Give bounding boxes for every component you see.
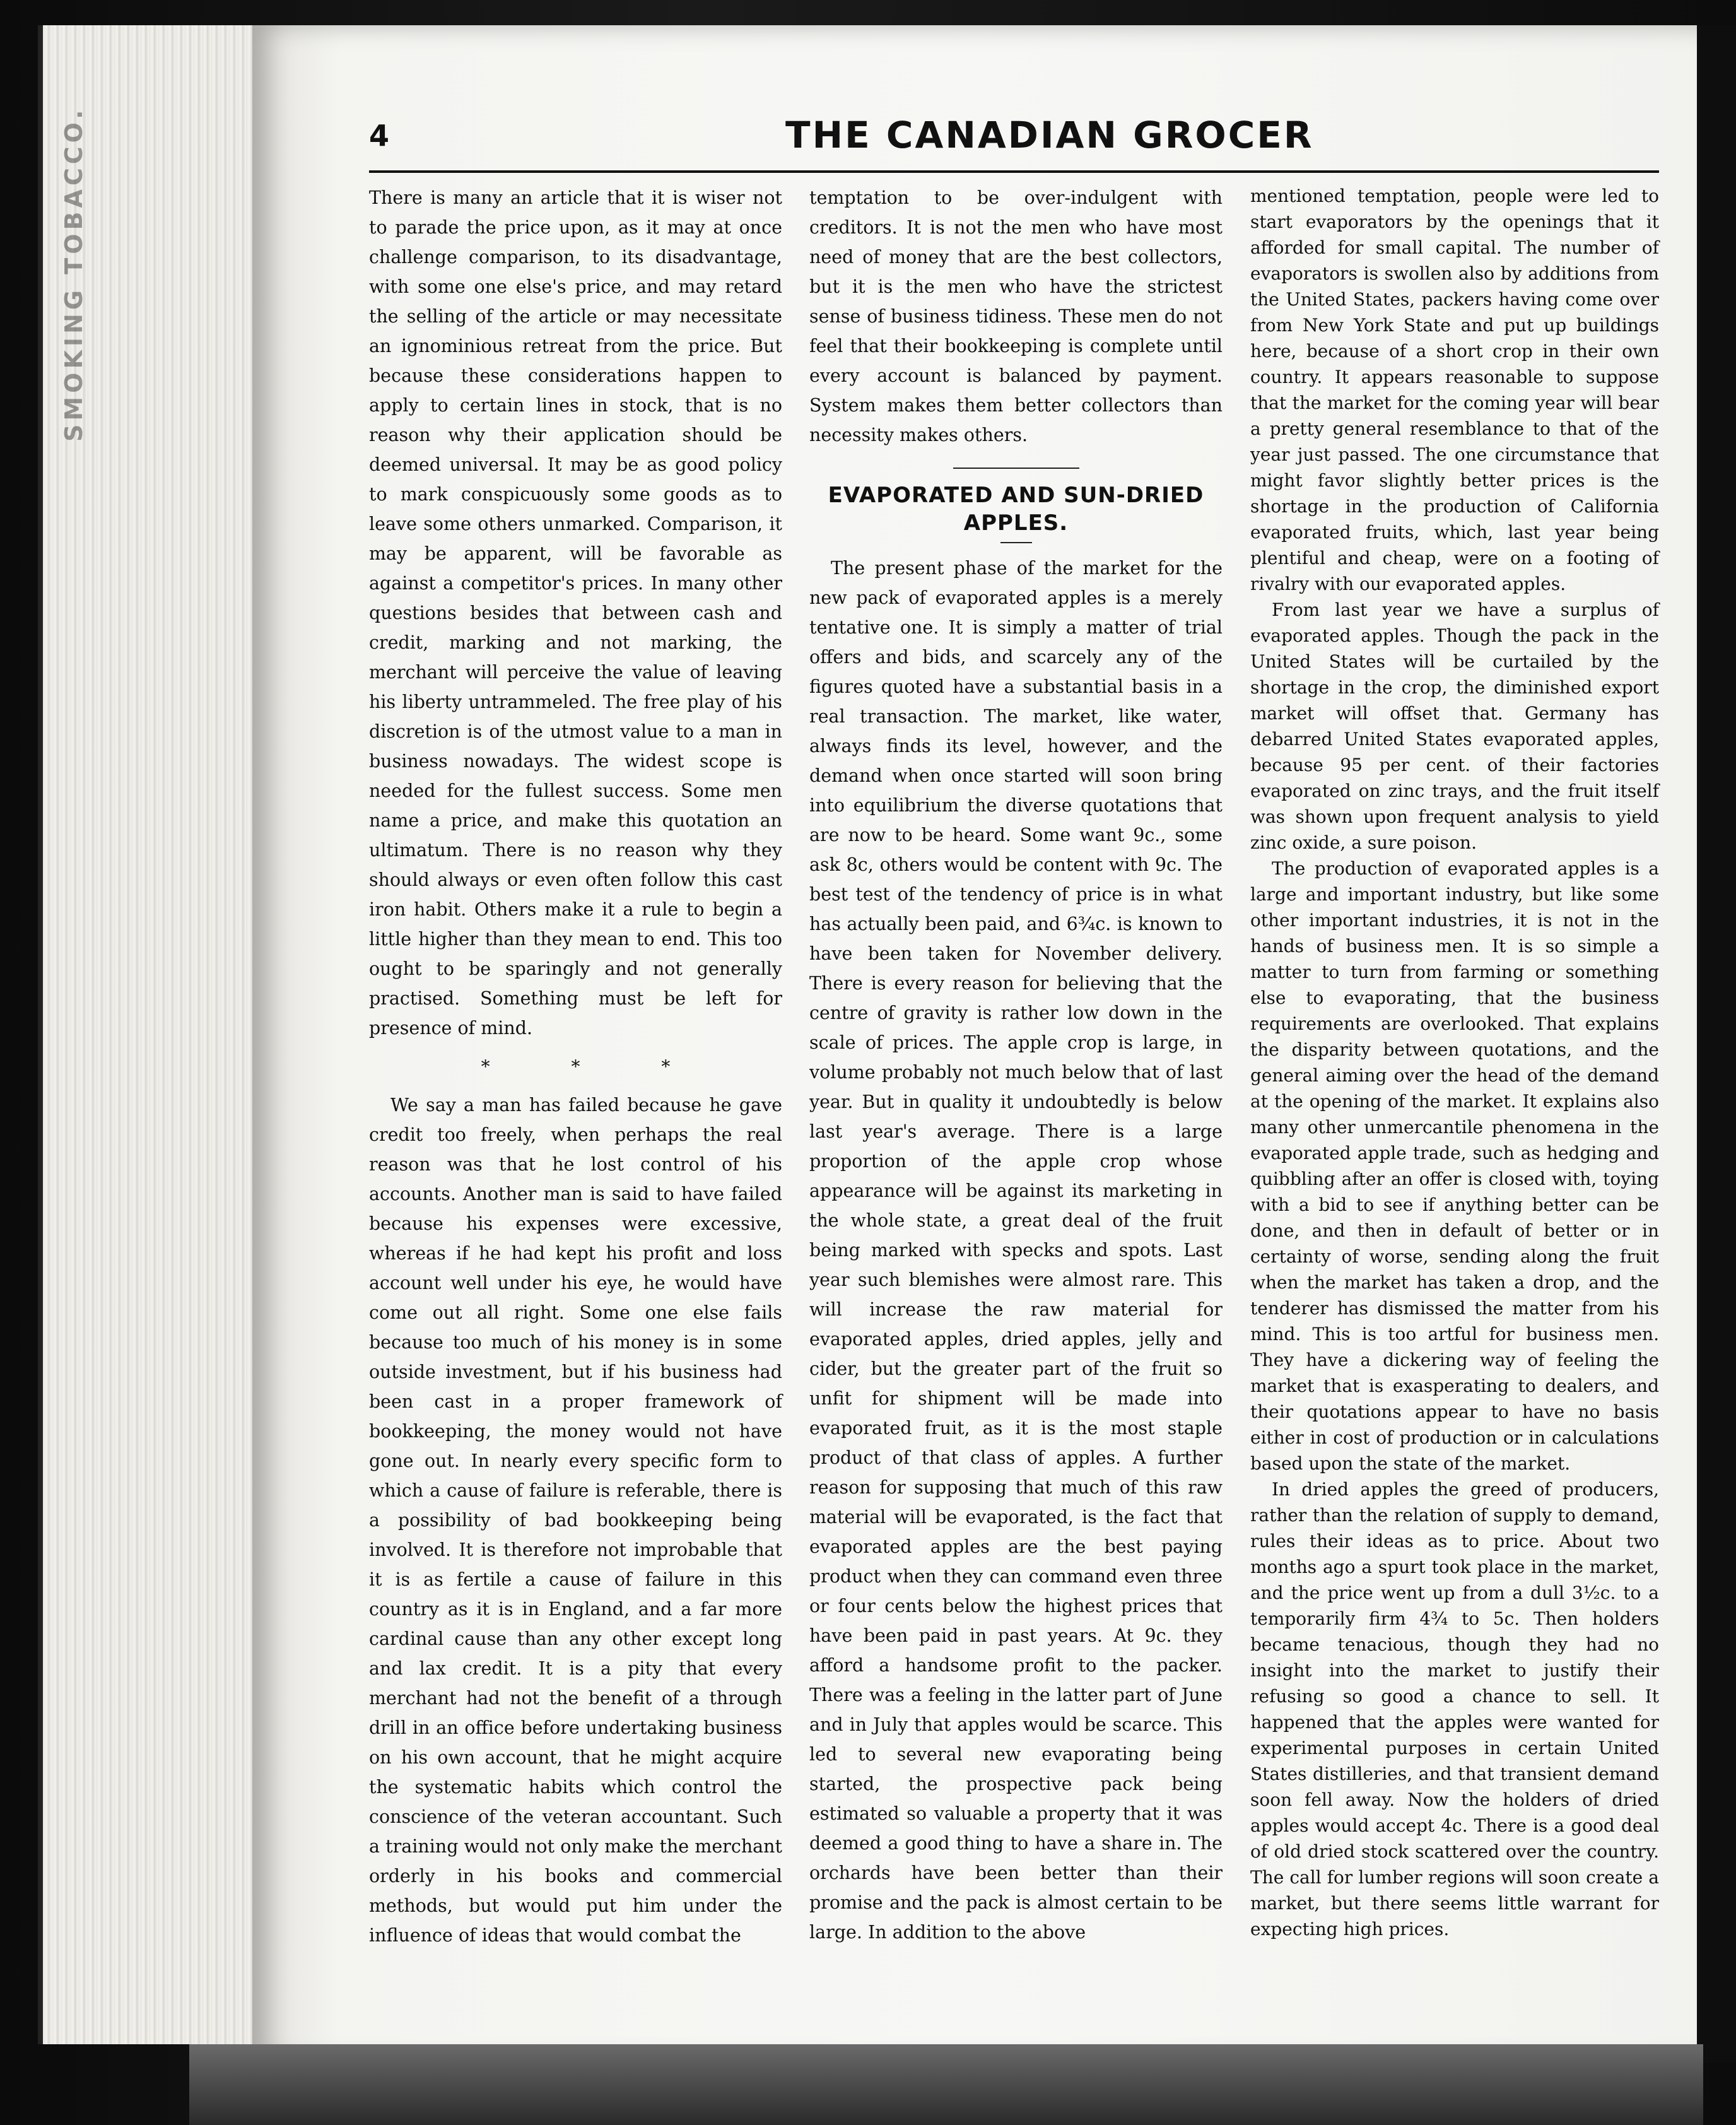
paragraph-dried-apples: In dried apples the greed of producers, rather than the relation of supply to demand, rules their ideas as to price. About two months ago a spurt took place in the market, and the price went up from a dull 3½c. to a temporarily firm 4¾ to 5c. Then holders became tenacious, though they had no insight into the market to justify their refusing so good a chance to sell. It happened that the apples were wanted for experimental purposes in certain United States distilleries, and that transient demand soon fell away. Now the holders of dried apples would accept 4c. There is a good deal of old dried stock scattered over the country. The call for lumber regions will soon create a market, but there seems little warrant for expecting high prices. [1250, 1479, 1659, 1940]
paragraph-pricing: There is many an article that it is wiser not to parade the price upon, as it may at once challenge comparison, to its disadvantage, with some one else's price, and may retard the selling of the article or may necessitate an ignominious retreat from the price. But because these considerations happen to apply to certain lines in stock, that is no reason why their application should be deemed universal. It may be as good policy to mark conspicuously some goods as to leave some others unmarked. Comparison, it may be apparent, will be favorable as against a competitor's prices. In many other questions besides that between cash and credit, marking and not marking, the merchant will perceive the value of leaving his liberty untrammeled. The free play of his discretion is of the utmost value to a man in business nowadays. The widest scope is needed for the fullest success. Some men name a price, and make this quotation an ultimatum. There is no reason why they should always or even often follow this cast iron habit. Others make it a rule to begin a little higher than they mean to end. This too ought to be sparingly and not generally practised. Something must be left for presence of mind. [369, 187, 782, 1039]
column-1 [369, 183, 782, 1987]
paragraph-surplus: From last year we have a surplus of evaporated apples. Though the pack in the United States will be curtailed by the shortage in the crop, the diminished export market will offset that. Germany has debarred United States evaporated apples, because 95 per cent. of their factories evaporated on zinc trays, and the fruit itself was shown upon frequent analysis to yield zinc oxide, a sure poison. [1250, 599, 1659, 853]
masthead-title: THE CANADIAN GROCER [785, 114, 1314, 156]
paragraph-collectors: temptation to be over-indulgent with creditors. It is not the men who have most need of money that are the best collectors, but it is the men who have the strictest sense of business tidiness. These men do not feel that their bookkeeping is complete until every account is balanced by payment. System makes them better collectors than necessity makes others. [809, 187, 1223, 445]
article-divider [953, 468, 1079, 469]
header-rule [369, 170, 1659, 173]
column-3 [1250, 183, 1659, 1987]
column-2 [809, 183, 1223, 1987]
heading-underline [1000, 542, 1032, 543]
paragraph-industry: The production of evaporated apples is a large and important industry, but like some other important industries, it is not in the hands of business men. It is so simple a matter to turn from farming or something else to evaporating, that the business requirements are overlooked. That explains the disparity between quotations, and the general aiming over the head of the demand at the opening of the market. It explains also many other unmercantile phenomena in the evaporated apple trade, such as hedging and quibbling after an offer is closed with, toying with a bid to see if anything better can be done, and then in default of better or in certainty of worse, sending along the fruit when the market has taken a drop, and the tenderer has dismissed the matter from his mind. This is too artful for business men. They have a dickering way of feeling the market that is exasperating to dealers, and their quotations appear to have no basis either in cost of production or in calculations based upon the state of the market. [1250, 858, 1659, 1474]
paragraph-apples-market: The present phase of the market for the new pack of evaporated apples is a merely tentative one. It is simply a matter of trial offers and bids, and scarcely any of the figures quoted have a substantial basis in a real transaction. The market, like water, always finds its level, however, and the demand when once started will soon bring into equilibrium the diverse quotations that are now to be heard. Some want 9c., some ask 8c, others would be content with 9c. The best test of the tendency of price is in what has actually been paid, and 6¾c. is known to have been taken for November delivery. There is every reason for believing that the centre of gravity is rather low down in the scale of prices. The apple crop is large, in volume probably not much below that of last year. But in quality it undoubtedly is below last year's average. There is a large proportion of the apple crop whose appearance will be against its marketing in the whole state, a great deal of the fruit being marked with specks and spots. Last year such blemishes were almost rare. This will increase the raw material for evaporated apples, dried apples, jelly and cider, but the greater part of the fruit so unfit for shipment will be made into evaporated fruit, as it is the most staple product of that class of apples. A further reason for supposing that much of this raw material will be evaporated, is the fact that evaporated apples are the best paying product when they can command even three or four cents below the highest prices that have been paid in past years. At 9c. they afford a handsome profit to the packer. There was a feeling in the latter part of June and in July that apples would be scarce. This led to several new evaporating being started, the prospective pack being estimated so valuable a property that it was deemed a good thing to have a share in. The orchards have been better than their promise and the pack is almost certain to be large. In addition to the above [809, 558, 1223, 1943]
paragraph-bookkeeping: We say a man has failed because he gave credit too freely, when perhaps the real reason was that he lost control of his accounts. Another man is said to have failed because his expenses were excessive, whereas if he had kept his profit and loss account well under his eye, he would have come out all right. Some one else fails because too much of his money is in some outside investment, but if his business had been cast in a proper framework of bookkeeping, the money would not have gone out. In nearly every specific form to which a cause of failure is referable, there is a possibility of bad bookkeeping being involved. It is therefore not improbable that it is as fertile a cause of failure in this country as it is in England, and a far more cardinal cause than any other except long and lax credit. It is a pity that every merchant had not the benefit of a through drill in an office before undertaking business on his own account, that he might acquire the systematic habits which control the conscience of the veteran accountant. Such a training would not only make the merchant orderly in his books and commercial methods, but would put him under the influence of ideas that would combat the [369, 1095, 782, 1946]
paragraph-evaporators: mentioned temptation, people were led to start evaporators by the openings that it afforded for small capital. The number of evaporators is swollen also by additions from the United States, packers having come over from New York State and put up buildings here, because of a short crop in their own country. It appears reasonable to suppose that the market for the coming year will bear a pretty general resemblance to that of the year just passed. The one circumstance that might favor slightly better prices is the shortage in the production of California evaporated fruits, which, last year being plentiful and cheap, were on a footing of rivalry with our evaporated apples. [1250, 185, 1659, 594]
spine-label: SMOKING TOBACCO. [60, 106, 88, 442]
scan-right-edge [1697, 25, 1736, 2063]
scan-bottom-edge [189, 2044, 1703, 2125]
page-header [369, 114, 1659, 170]
section-separator-stars: * * * [481, 1056, 708, 1077]
page-number: 4 [369, 119, 390, 153]
article-heading: EVAPORATED AND SUN-DRIED APPLES. [828, 483, 1204, 536]
